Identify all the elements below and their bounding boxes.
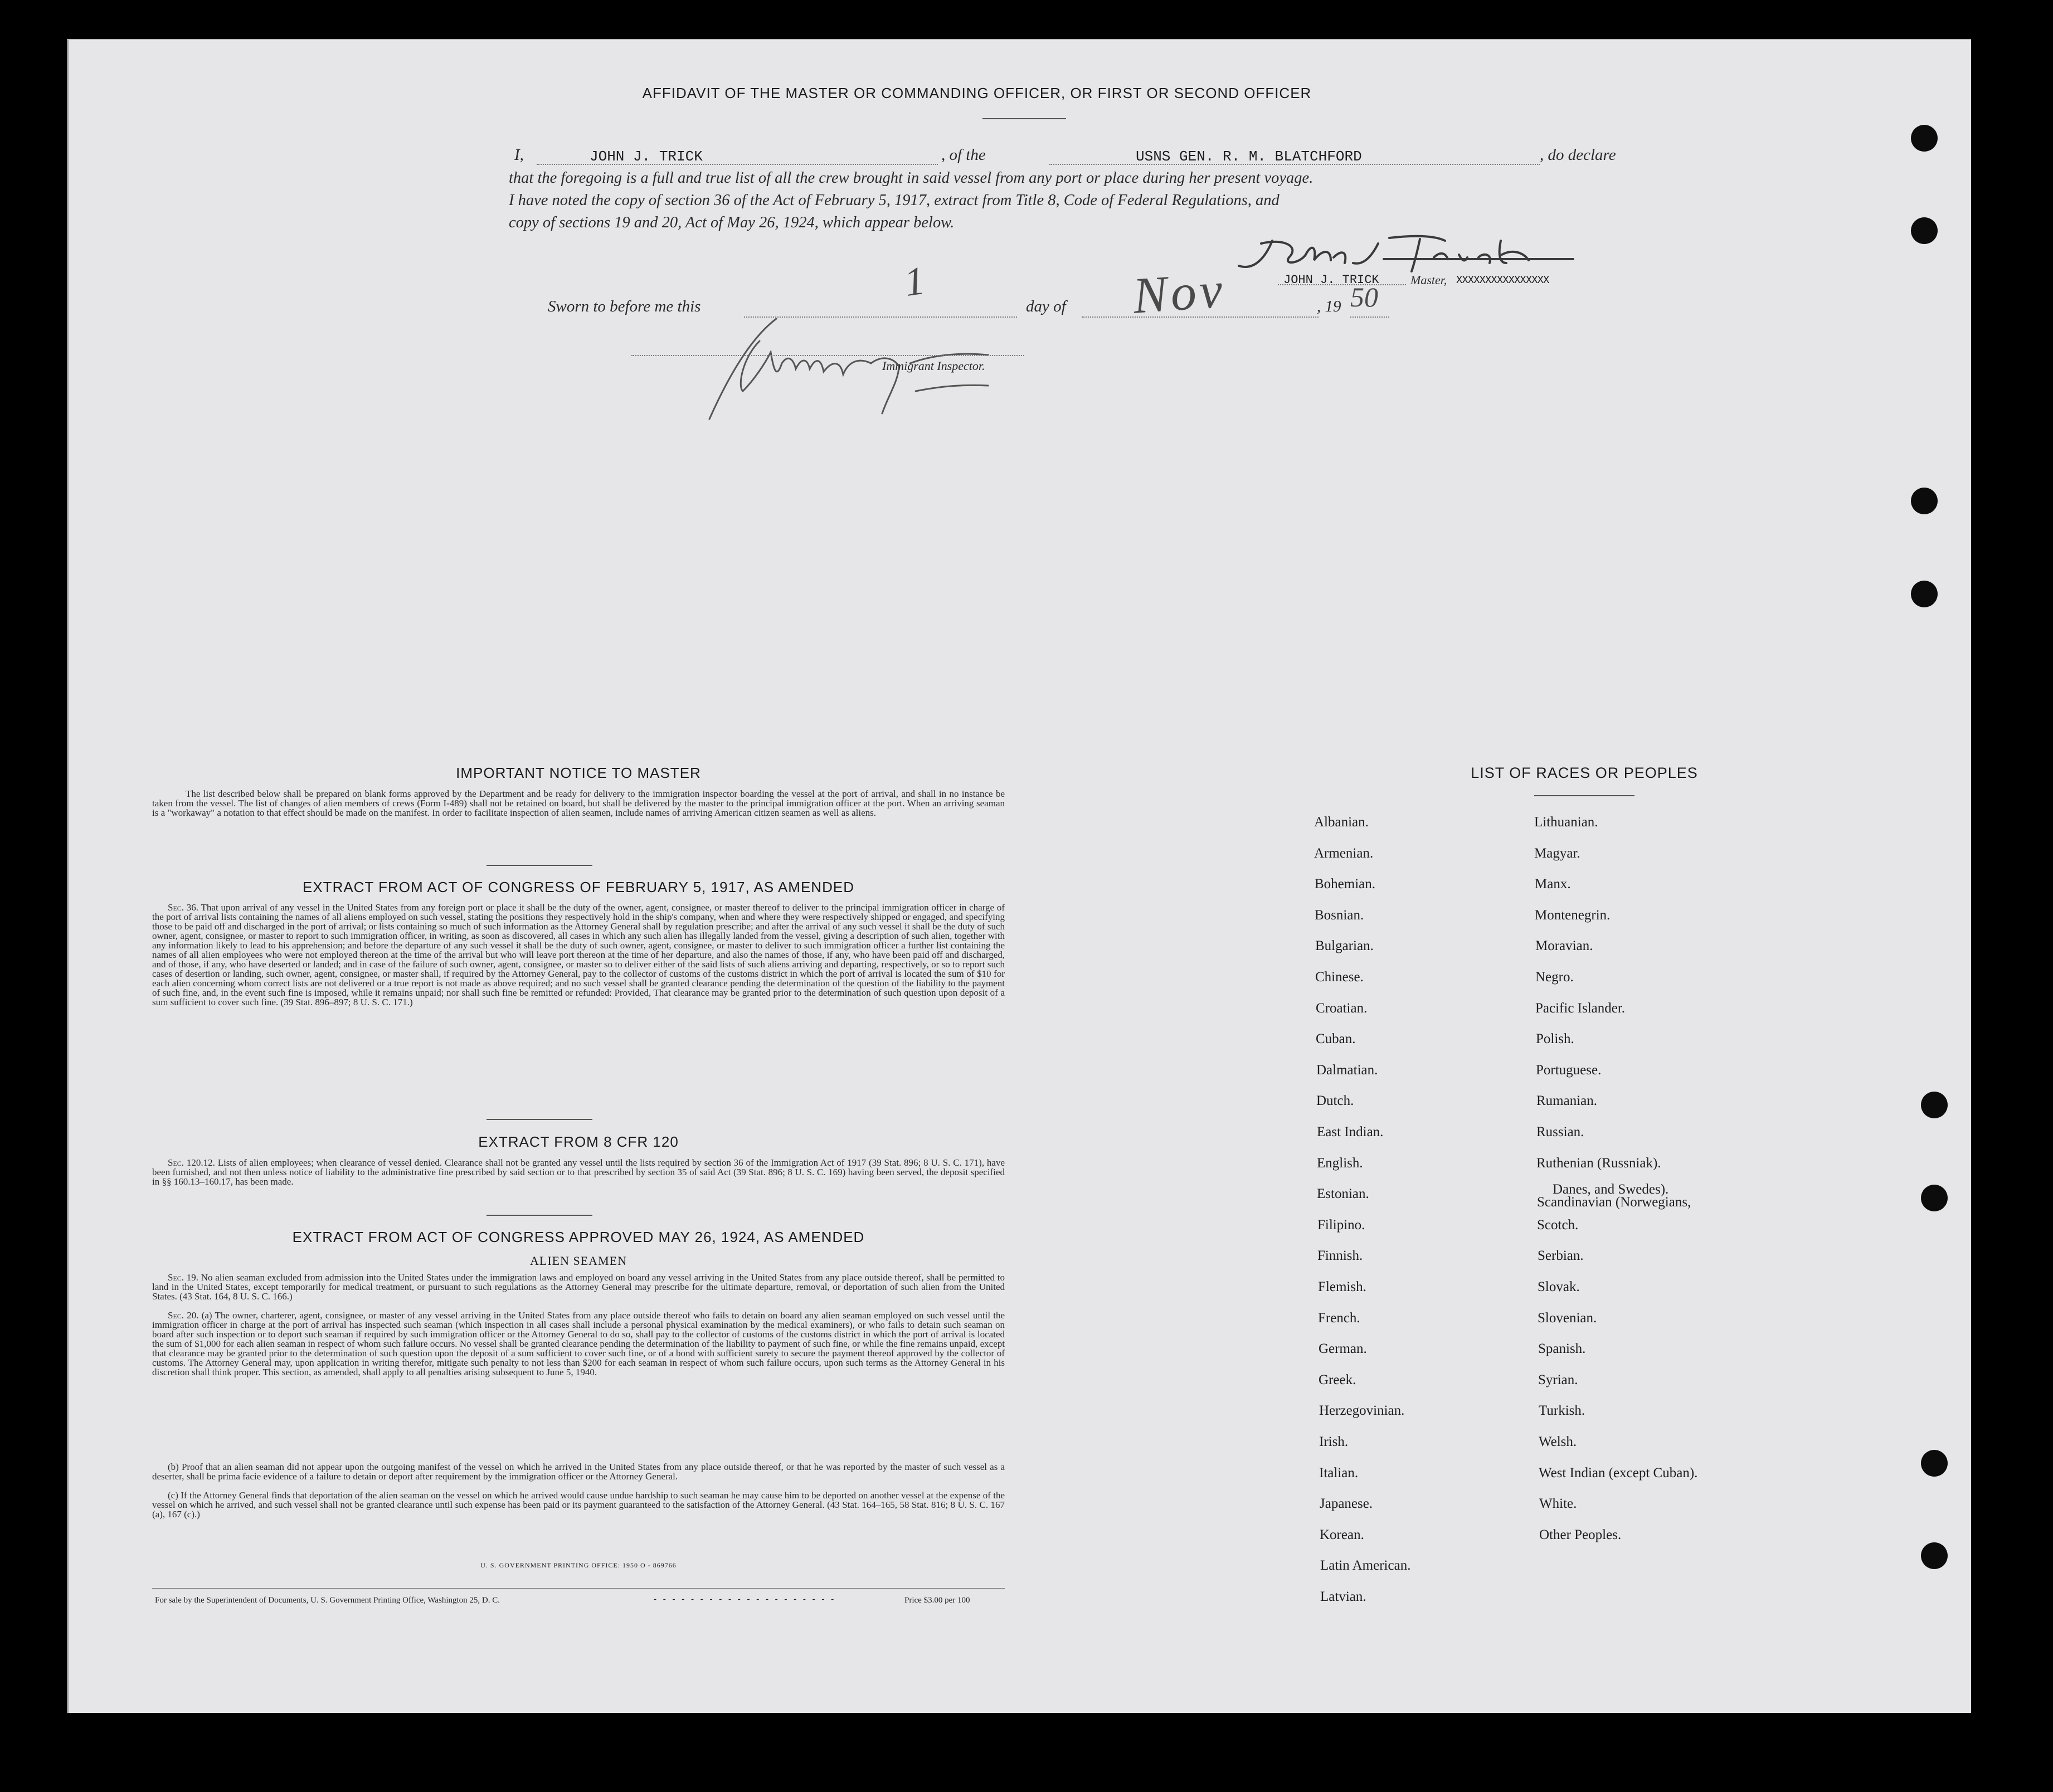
race-entry: Slovenian. bbox=[1538, 1311, 1597, 1326]
race-entry: Polish. bbox=[1536, 1031, 1574, 1046]
punch-hole bbox=[1911, 125, 1938, 152]
race-entry: Flemish. bbox=[1318, 1279, 1366, 1294]
race-entry: Albanian. bbox=[1314, 815, 1369, 830]
race-entry: Slovak. bbox=[1538, 1279, 1580, 1294]
divider bbox=[487, 1119, 592, 1120]
punch-hole bbox=[1921, 1450, 1948, 1477]
race-entry: Turkish. bbox=[1539, 1403, 1585, 1418]
affidavit-title: AFFIDAVIT OF THE MASTER OR COMMANDING OFFICER, OR FIRST OR SECOND OFFICER bbox=[642, 85, 1312, 101]
race-entry: English. bbox=[1317, 1156, 1363, 1171]
extract-1917-body bbox=[152, 903, 1005, 1007]
race-entry: Syrian. bbox=[1538, 1372, 1578, 1387]
race-entry: Bulgarian. bbox=[1315, 938, 1374, 953]
extract-1924-title: EXTRACT FROM ACT OF CONGRESS APPROVED MAY 26, 1924, AS AMENDED bbox=[292, 1229, 865, 1245]
race-entry: Chinese. bbox=[1315, 970, 1364, 985]
affidavit-line-2: that the foregoing is a full and true list of all the crew brought in said vessel from any port or place during her present voyage. bbox=[509, 169, 1313, 187]
typed-signer: JOHN J. TRICK bbox=[1283, 273, 1379, 287]
extract-1917-title: EXTRACT FROM ACT OF CONGRESS OF FEBRUARY 5, 1917, AS AMENDED bbox=[303, 879, 854, 895]
section-text: (a) The owner, charterer, agent, consignee, or master of any vessel arriving in the United States from any place outside thereof who fails to detain on board any alien seaman employed on such vessel until the immigration officer in charge at the port of arrival has inspected such seaman (which inspection in all cases shall include a personal physical examination by the medical examiners), or who fails to detain such seaman on board after such inspection or to deport such seaman if required by such immigration officer or the Attorney General to do so, shall pay to the collector of customs of the customs district in which the port of arrival is located the sum of $1,000 for each alien seaman in respect of whom such failure occurs. No vessel shall be granted clearance pending the determination of the liability to payment of such fine, or while the fine remains unpaid, except that clearance may be granted prior to the determination of such question upon the deposit of a sum sufficient to cover such fine, or of a bond with sufficient surety to secure the payment thereof approved by the collector of customs. The Attorney General may, upon application in writing therefor, mitigate such penalty to not less than $200 for each seaman in respect of whom such failure occurs, upon such terms as the Attorney General in his discretion shall think proper. This section, as amended, shall apply to all penalties arising subsequent to June 5, 1940. bbox=[152, 1310, 1005, 1377]
leader-dots: - - - - - - - - - - - - - - - - - - - - bbox=[654, 1595, 836, 1604]
handwritten-year: 50 bbox=[1350, 281, 1378, 313]
punch-hole bbox=[1911, 217, 1938, 244]
race-entry: Italian. bbox=[1319, 1465, 1359, 1481]
race-entry: Latin American. bbox=[1320, 1558, 1411, 1573]
handwritten-month: Nov bbox=[1131, 261, 1228, 324]
race-entry: Manx. bbox=[1535, 876, 1571, 892]
handwritten-day: 1 bbox=[901, 257, 928, 305]
race-entry: Moravian. bbox=[1535, 938, 1593, 953]
master-name: JOHN J. TRICK bbox=[590, 148, 703, 165]
divider bbox=[487, 865, 592, 866]
notice-body: The list described below shall be prepared on blank forms approved by the Department and be ready for delivery to the immigration inspector boarding the vessel at the port of arrival, and shall in no instance be taken from the vessel. The list of changes of alien members of crews (Form I-489) shall not be retained on board, but shall be delivered by the master to the principal immigration officer at the port. When an arriving seaman is a "workaway" a notation to that effect should be made on the manifest. In order to facilitate inspection of alien seamen, include names of arriving American citizen seamen as well as aliens. bbox=[152, 788, 1005, 818]
year-prefix: , 19 bbox=[1317, 298, 1341, 315]
punch-hole bbox=[1911, 488, 1938, 514]
alien-seamen-subtitle: ALIEN SEAMEN bbox=[530, 1254, 627, 1268]
inspector-line bbox=[631, 355, 1024, 356]
declare-text: , do declare bbox=[1540, 146, 1616, 164]
race-entry: Negro. bbox=[1535, 970, 1574, 985]
race-entry: Dalmatian. bbox=[1316, 1063, 1378, 1078]
race-entry: White. bbox=[1539, 1496, 1577, 1511]
race-entry: French. bbox=[1318, 1311, 1360, 1326]
affidavit-line-3: I have noted the copy of section 36 of the Act of February 5, 1917, extract from Title 8, Code of Federal Regulations, and bbox=[509, 192, 1280, 209]
sale-notice: For sale by the Superintendent of Documents, U. S. Government Printing Office, Washington 25, D. C. bbox=[155, 1596, 500, 1605]
race-entry: Latvian. bbox=[1320, 1589, 1366, 1604]
race-entry: Cuban. bbox=[1316, 1031, 1356, 1046]
race-entry: Japanese. bbox=[1320, 1496, 1373, 1511]
race-entry: Portuguese. bbox=[1536, 1063, 1602, 1078]
sec-20b-body: (b) Proof that an alien seaman did not appear upon the outgoing manifest of the vessel on which he arrived in the United States from any place outside thereof, or that he was reported by the master of such vessel as a deserter, shall be prima facie evidence of a failure to detain or deport after requirement by the immigration officer or the Attorney General. bbox=[152, 1462, 1005, 1482]
race-entry: Armenian. bbox=[1314, 846, 1374, 861]
race-entry: Danes, and Swedes). bbox=[1553, 1182, 1669, 1197]
master-label: Master, bbox=[1410, 273, 1447, 287]
race-entry: Welsh. bbox=[1539, 1434, 1577, 1449]
race-entry: Dutch. bbox=[1316, 1093, 1354, 1108]
race-entry: Herzegovinian. bbox=[1319, 1403, 1405, 1418]
divider bbox=[487, 1215, 592, 1216]
race-entry: Estonian. bbox=[1317, 1186, 1369, 1201]
race-entry: Rumanian. bbox=[1536, 1093, 1598, 1108]
price: Price $3.00 per 100 bbox=[904, 1596, 970, 1605]
punch-hole bbox=[1921, 1185, 1948, 1211]
race-entry: Greek. bbox=[1319, 1372, 1356, 1387]
divider bbox=[982, 118, 1066, 119]
punch-hole bbox=[1911, 581, 1938, 607]
extract-cfr-body bbox=[152, 1158, 1005, 1186]
punch-hole bbox=[1921, 1542, 1948, 1569]
race-entry: Bosnian. bbox=[1315, 908, 1364, 923]
section-text: Lists of alien employees; when clearance of vessel denied. Clearance shall not be granted any vessel until the lists required by section 36 of the Immigration Act of 1917 (39 Stat. 896; 8 U. S. C. 171), have been furnished, and not then unless notice of liability to the administrative fine prescribed by said section or to that prescribed by section 35 of said Act (39 Stat. 896; 8 U. S. C. 169) having been served, the deposit specified in §§ 160.13–160.17, has been made. bbox=[152, 1157, 1005, 1187]
race-entry: Korean. bbox=[1320, 1527, 1364, 1542]
race-entry: Montenegrin. bbox=[1535, 908, 1611, 923]
sec-19-body bbox=[152, 1273, 1005, 1301]
pronoun: I, bbox=[514, 146, 524, 164]
race-entry: Magyar. bbox=[1534, 846, 1580, 861]
race-entry: Filipino. bbox=[1317, 1218, 1365, 1233]
section-label: Sec. 36. bbox=[168, 902, 199, 913]
section-label: Sec. 19. bbox=[168, 1272, 199, 1283]
section-label: Sec. 20. bbox=[168, 1310, 199, 1321]
sec-20a-body bbox=[152, 1311, 1005, 1377]
race-entry: Croatian. bbox=[1316, 1001, 1368, 1016]
affidavit-line-4: copy of sections 19 and 20, Act of May 26, 1924, which appear below. bbox=[509, 214, 955, 231]
race-entry: Pacific Islander. bbox=[1535, 1001, 1626, 1016]
race-entry: German. bbox=[1319, 1341, 1367, 1356]
race-entry: West Indian (except Cuban). bbox=[1539, 1465, 1698, 1481]
race-entry: Bohemian. bbox=[1315, 876, 1376, 892]
race-entry: Finnish. bbox=[1317, 1248, 1363, 1263]
race-entry: Serbian. bbox=[1538, 1248, 1584, 1263]
race-entry: Scandinavian (Norwegians, bbox=[1537, 1195, 1691, 1210]
gpo-imprint: U. S. GOVERNMENT PRINTING OFFICE: 1950 O - 869766 bbox=[480, 1561, 677, 1569]
race-entry: Spanish. bbox=[1538, 1341, 1586, 1356]
sworn-text: Sworn to before me this bbox=[548, 298, 701, 315]
section-label: Sec. 120.12. bbox=[168, 1157, 215, 1168]
extract-cfr-title: EXTRACT FROM 8 CFR 120 bbox=[478, 1133, 679, 1150]
year-line bbox=[1350, 316, 1389, 318]
struck-title: XXXXXXXXXXXXXXXX bbox=[1456, 274, 1549, 286]
notice-title: IMPORTANT NOTICE TO MASTER bbox=[456, 764, 701, 781]
punch-hole bbox=[1921, 1092, 1948, 1118]
document-page bbox=[67, 39, 1971, 1713]
divider bbox=[1534, 795, 1634, 796]
section-text: No alien seaman excluded from admission into the United States under the immigration laws and employed on board any vessel arriving in the United States from any place outside thereof, shall be permitted to land in the United States, except temporarily for medical treatment, or pursuant to such regulations as the Attorney General may prescribe for the ultimate departure, removal, or deportation of such alien from the United States. (43 Stat. 164, 8 U. S. C. 166.) bbox=[152, 1272, 1005, 1302]
vessel-name: USNS GEN. R. M. BLATCHFORD bbox=[1136, 148, 1362, 165]
race-entry: Other Peoples. bbox=[1539, 1527, 1622, 1542]
inspector-label: Immigrant Inspector. bbox=[882, 359, 985, 373]
race-entry: East Indian. bbox=[1317, 1124, 1384, 1140]
footer-rule bbox=[152, 1588, 1005, 1589]
day-of-text: day of bbox=[1026, 298, 1066, 315]
of-the-text: , of the bbox=[941, 146, 986, 164]
section-text: That upon arrival of any vessel in the United States from any foreign port or place it shall be the duty of the owner, agent, consignee, or master thereof to deliver to the principal immigration officer in charge of the port of arrival lists containing the names of all aliens employed on such vessel, stating the positions they respectively hold in the ship's company, when and where they were respectively shipped or engaged, and specifying those to be paid off and discharged in the port of arrival; or lists containing so much of such information as the Attorney General shall by regulation prescribe; and after the arrival of any such vessel it shall be the duty of such owner, agent, consignee, or master to report to such immigration officer, in writing, as soon as discovered, all cases in which any such alien has illegally landed from the vessel, giving a description of such alien, together with any information likely to lead to his apprehension; and before the departure of any such vessel it shall be the duty of such owner, agent, consignee, or master to deliver to such immigration officer a further list containing the names of all alien employees who were not employed thereon at the time of the arrival but who will leave port thereon at the time of her departure, and also the names of those, if any, who have been paid off and discharged, and of those, if any, who have deserted or landed; and in case of the failure of such owner, agent, consignee, or master so to deliver either of the said lists of such aliens arriving and departing, respectively, or so to report such cases of desertion or landing, such owner, agent, consignee, or master shall, if required by the Attorney General, pay to the collector of customs of the customs district in which the port of arrival is located the sum of $10 for each alien concerning whom correct lists are not delivered or a true report is not made as above required; and no such vessel shall be granted clearance pending the determination of the question of the liability to the payment of such fine, and, in the event such fine is imposed, while it remains unpaid; nor shall such fine be remitted or refunded: Provided, That clearance may be granted prior to the determination of such question upon deposit of a sum sufficient to cover such fine. (39 Stat. 896–897; 8 U. S. C. 171.) bbox=[152, 902, 1005, 1007]
race-entry: Russian. bbox=[1536, 1124, 1584, 1140]
race-entry: Irish. bbox=[1319, 1434, 1349, 1449]
race-entry: Ruthenian (Russniak). bbox=[1536, 1156, 1661, 1171]
races-title: LIST OF RACES OR PEOPLES bbox=[1471, 764, 1698, 781]
sec-20c-body: (c) If the Attorney General finds that deportation of the alien seaman on the vessel on which he arrived would cause undue hardship to such seaman he may cause him to be deported on another vessel at the expense of the vessel on which he arrived, and such vessel shall not be granted clearance until such expense has been paid or its payment guaranteed to the satisfaction of the Attorney General. (43 Stat. 164–165, 58 Stat. 816; 8 U. S. C. 167 (a), 167 (c).) bbox=[152, 1490, 1005, 1520]
race-entry: Scotch. bbox=[1537, 1218, 1579, 1233]
race-entry: Lithuanian. bbox=[1534, 815, 1598, 830]
